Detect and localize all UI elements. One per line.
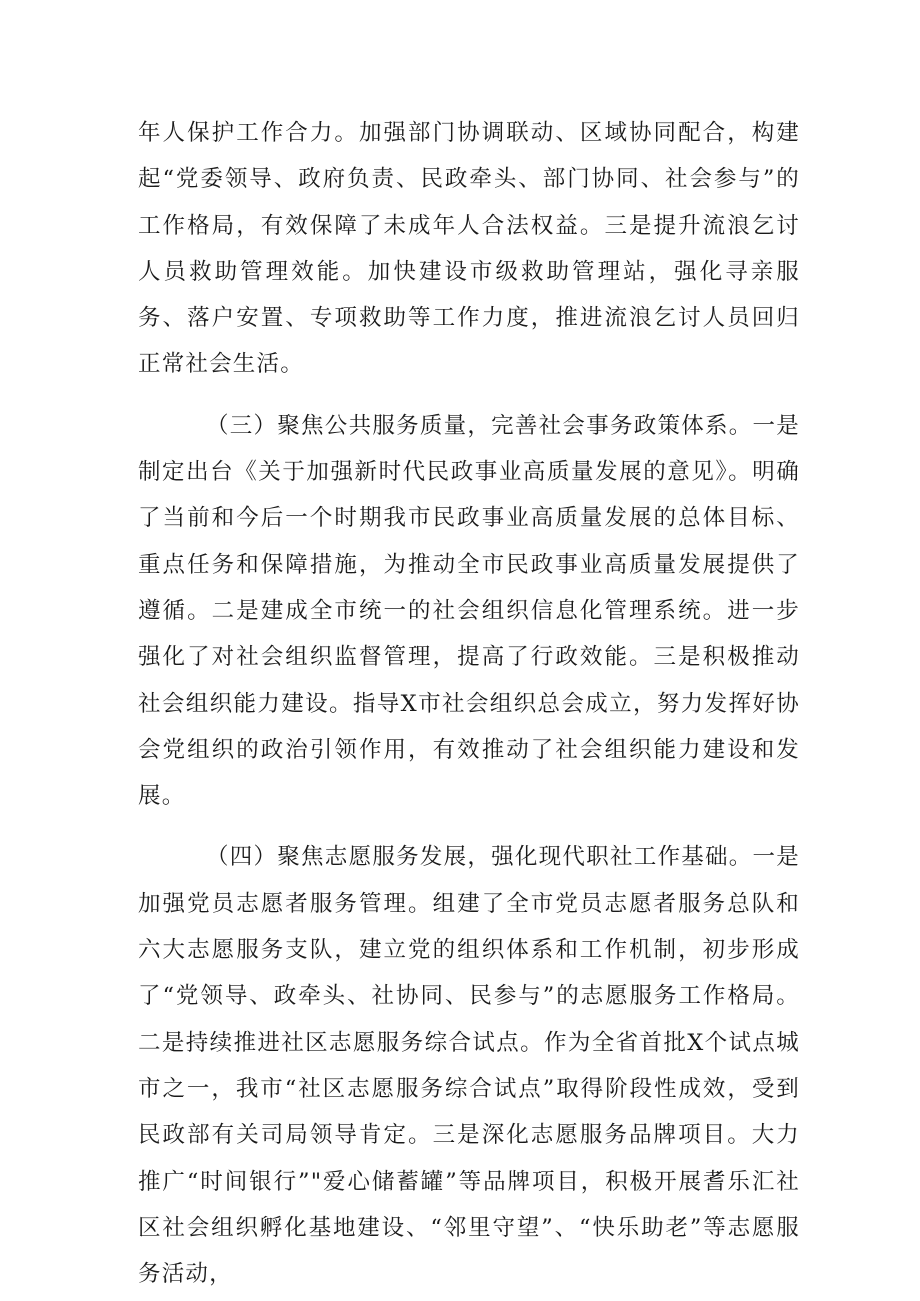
paragraph-section-three: （三）聚焦公共服务质量，完善社会事务政策体系。一是制定出台《关于加强新时代民政事业高质量发展的意见》。明确了当前和今后一个时期我市民政事业高质量发展的总体目标、重点任务和保障措施，为推动全市民政事业高质量发展提供了遵循。二是建成全市统一的社会组织信息化管理系统。进一步强化了对社会组织监督管理，提高了行政效能。三是积极推动社会组织能力建设。指导X市社会组织总会成立，努力发挥好协会党组织的政治引领作用，有效推动了社会组织能力建设和发展。 [138,412,800,810]
paragraph-section-four: （四）聚焦志愿服务发展，强化现代职社工作基础。一是加强党员志愿者服务管理。组建了全市党员志愿者服务总队和六大志愿服务支队，建立党的组织体系和工作机制，初步形成了“党领导、政牵头、社协同、民参与”的志愿服务工作格局。二是持续推进社区志愿服务综合试点。作为全省首批X个试点城市之一，我市“社区志愿服务综合试点”取得阶段性成效，受到民政部有关司局领导肯定。三是深化志愿服务品牌项目。大力推广“时间银行”"爱心储蓄罐”等品牌项目，积极开展耆乐汇社区社会组织孵化基地建设、“邻里守望”、“快乐助老”等志愿服务活动， [138,844,800,1288]
paragraph-continuation: 年人保护工作合力。加强部门协调联动、区域协同配合，构建起“党委领导、政府负责、民政牵头、部门协同、社会参与”的工作格局，有效保障了未成年人合法权益。三是提升流浪乞讨人员救助管理效能。加快建设市级救助管理站，强化寻亲服务、落户安置、专项救助等工作力度，推进流浪乞讨人员回归正常社会生活。 [138,120,800,378]
document-body [138,110,800,1297]
